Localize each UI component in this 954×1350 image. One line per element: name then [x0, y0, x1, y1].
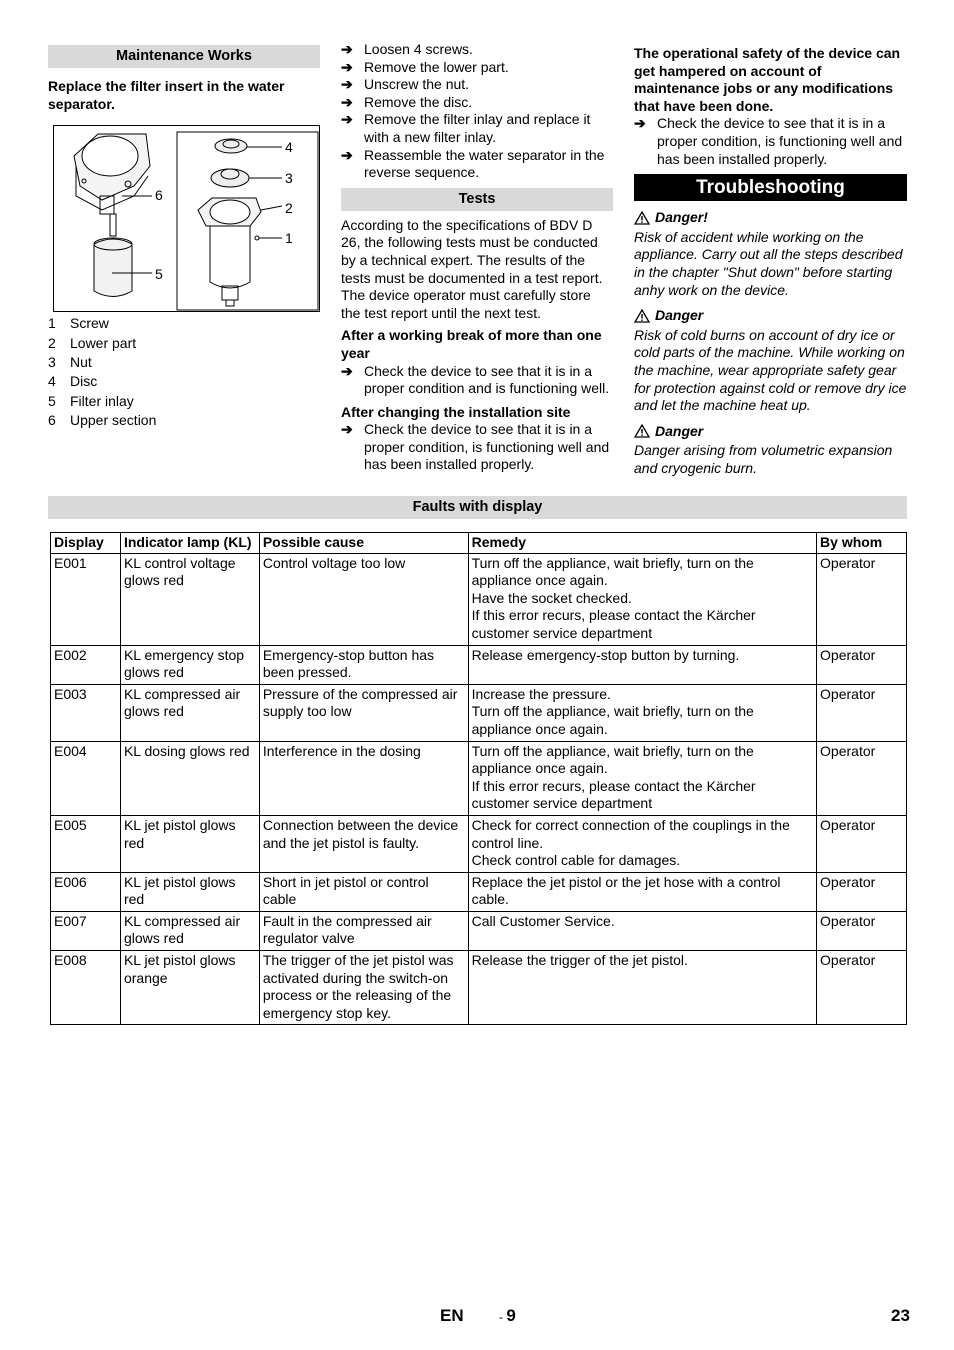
- table-cell: Operator: [817, 645, 907, 684]
- step-item: ➔ Check the device to see that it is in a proper condition, is functioning well and has been installed properly.: [341, 421, 610, 473]
- table-cell: E003: [51, 684, 121, 741]
- faults-table: [50, 532, 907, 1025]
- arrow-right-icon: ➔: [341, 93, 353, 110]
- table-cell: E007: [51, 911, 121, 950]
- legend-item: 2 Lower part: [48, 334, 137, 351]
- arrow-right-icon: ➔: [341, 58, 353, 75]
- tests-heading: Tests: [341, 188, 613, 211]
- callout-1: 1: [285, 230, 293, 247]
- table-row: [51, 553, 907, 645]
- table-cell: Control voltage too low: [259, 553, 468, 645]
- table-row: [51, 684, 907, 741]
- step-item: ➔ Remove the disc.: [341, 93, 473, 110]
- step-item: ➔ Loosen 4 screws.: [341, 41, 473, 57]
- danger-text: Risk of accident while working on the appliance. Carry out all the steps described in the chapter "Shut down" before starting anhy work on the device.: [634, 228, 903, 298]
- maintenance-column: [48, 40, 320, 431]
- maintenance-subheading: Replace the filter insert in the water separator.: [48, 78, 285, 112]
- table-cell: Operator: [817, 911, 907, 950]
- table-row: [51, 815, 907, 872]
- table-row: [51, 872, 907, 911]
- table-cell: Increase the pressure. Turn off the appliance, wait briefly, turn on the appliance once again.: [468, 684, 816, 741]
- danger-title: Danger: [634, 423, 907, 441]
- safety-steps: [634, 115, 907, 168]
- table-cell: Turn off the appliance, wait briefly, turn on the appliance once again. If this error recurs, please contact the Kärcher customer service department: [468, 741, 816, 815]
- faults-table-body: [51, 553, 907, 1025]
- table-cell: Call Customer Service.: [468, 911, 816, 950]
- water-separator-drawing: [54, 126, 319, 311]
- legend-item: 6 Upper section: [48, 412, 157, 429]
- footer-page-number: 23: [891, 1306, 910, 1325]
- maintenance-steps: [341, 41, 613, 182]
- danger-text: Danger arising from volumetric expansion and cryogenic burn.: [634, 442, 893, 476]
- table-cell: E001: [51, 553, 121, 645]
- table-cell: Check for correct connection of the couplings in the control line. Check control cable for damages.: [468, 815, 816, 872]
- table-cell: Turn off the appliance, wait briefly, turn on the appliance once again. Have the socket checked. If this error recurs, please contact the Kärcher customer service department: [468, 553, 816, 645]
- table-cell: Release the trigger of the jet pistol.: [468, 951, 816, 1025]
- table-cell: KL compressed air glows red: [120, 684, 259, 741]
- danger-text: Risk of cold burns on account of dry ice or cold parts of the machine. While working on the machine, wear appropriate safety gear for protection against cold or remove dry ice and let the machine heat up.: [634, 326, 907, 414]
- danger-title: Danger: [634, 307, 907, 325]
- table-header-row: [51, 533, 907, 554]
- table-cell: Release emergency-stop button by turning.: [468, 645, 816, 684]
- arrow-right-icon: ➔: [341, 421, 353, 438]
- table-cell: KL compressed air glows red: [120, 911, 259, 950]
- footer-section-page: - 9: [499, 1306, 516, 1325]
- table-row: [51, 911, 907, 950]
- maintenance-heading: Maintenance Works: [48, 45, 320, 68]
- table-cell: Connection between the device and the jet pistol is faulty.: [259, 815, 468, 872]
- callout-4: 4: [285, 139, 293, 156]
- footer-language: EN: [440, 1306, 464, 1325]
- table-cell: Replace the jet pistol or the jet hose with a control cable.: [468, 872, 816, 911]
- figure-legend: [48, 314, 320, 430]
- table-cell: Pressure of the compressed air supply too low: [259, 684, 468, 741]
- troubleshooting-heading: Troubleshooting: [634, 174, 907, 201]
- table-cell: Operator: [817, 741, 907, 815]
- column-header: Possible cause: [259, 533, 468, 554]
- table-cell: E006: [51, 872, 121, 911]
- troubleshooting-column: [634, 40, 907, 477]
- step-item: ➔ Check the device to see that it is in a proper condition and is functioning well.: [341, 362, 610, 397]
- faults-heading: Faults with display: [48, 496, 907, 519]
- table-cell: E008: [51, 951, 121, 1025]
- table-cell: E004: [51, 741, 121, 815]
- table-cell: Fault in the compressed air regulator valve: [259, 911, 468, 950]
- callout-2: 2: [285, 200, 293, 217]
- column-header: Display: [51, 533, 121, 554]
- table-cell: Operator: [817, 553, 907, 645]
- column-header: Indicator lamp (KL): [120, 533, 259, 554]
- table-cell: Short in jet pistol or control cable: [259, 872, 468, 911]
- table-cell: KL jet pistol glows orange: [120, 951, 259, 1025]
- warning-triangle-icon: [634, 309, 650, 323]
- callout-3: 3: [285, 170, 293, 187]
- table-cell: KL dosing glows red: [120, 741, 259, 815]
- tests-intro: According to the specifications of BDV D 26, the following tests must be conducted by a technical expert. The results of the tests must be documented in a test report. The device operator must carefully store the test report until the next test.: [341, 216, 603, 321]
- break-steps: [341, 363, 613, 398]
- legend-item: 5 Filter inlay: [48, 392, 134, 409]
- table-cell: Interference in the dosing: [259, 741, 468, 815]
- table-row: [51, 951, 907, 1025]
- callout-6: 6: [155, 187, 163, 204]
- step-item: ➔ Remove the filter inlay and replace it with a new filter inlay.: [341, 111, 591, 145]
- column-header: By whom: [817, 533, 907, 554]
- warning-triangle-icon: [634, 211, 650, 225]
- column-header: Remedy: [468, 533, 816, 554]
- table-row: [51, 741, 907, 815]
- arrow-right-icon: ➔: [634, 115, 646, 132]
- site-steps: [341, 421, 613, 474]
- break-heading: After a working break of more than one year: [341, 327, 602, 361]
- step-item: ➔ Reassemble the water separator in the reverse sequence.: [341, 146, 605, 181]
- table-cell: KL jet pistol glows red: [120, 815, 259, 872]
- table-cell: E005: [51, 815, 121, 872]
- table-cell: The trigger of the jet pistol was activated during the switch-on process or the releasing of the emergency stop key.: [259, 951, 468, 1025]
- step-item: ➔ Unscrew the nut.: [341, 76, 470, 93]
- step-item: ➔ Remove the lower part.: [341, 58, 509, 75]
- legend-item: 3 Nut: [48, 353, 92, 370]
- safety-warning: The operational safety of the device can get hampered on account of maintenance jobs or any modifications that have been done.: [634, 45, 901, 114]
- site-heading: After changing the installation site: [341, 403, 571, 420]
- step-item: ➔ Check the device to see that it is in a proper condition, is functioning well and has been installed properly.: [634, 115, 903, 167]
- legend-item: 1 Screw: [48, 315, 109, 332]
- legend-item: 4 Disc: [48, 373, 98, 390]
- arrow-right-icon: ➔: [341, 146, 353, 163]
- arrow-right-icon: ➔: [341, 111, 353, 128]
- table-cell: Operator: [817, 684, 907, 741]
- table-cell: KL jet pistol glows red: [120, 872, 259, 911]
- table-cell: Emergency-stop button has been pressed.: [259, 645, 468, 684]
- danger-title: Danger!: [634, 209, 907, 227]
- table-cell: Operator: [817, 951, 907, 1025]
- table-cell: Operator: [817, 815, 907, 872]
- water-separator-figure: [53, 125, 320, 312]
- warning-triangle-icon: [634, 424, 650, 438]
- table-row: [51, 645, 907, 684]
- steps-tests-column: [341, 40, 613, 474]
- table-cell: Operator: [817, 872, 907, 911]
- table-cell: E002: [51, 645, 121, 684]
- arrow-right-icon: ➔: [341, 41, 353, 57]
- table-cell: KL control voltage glows red: [120, 553, 259, 645]
- callout-5: 5: [155, 266, 163, 283]
- table-cell: KL emergency stop glows red: [120, 645, 259, 684]
- arrow-right-icon: ➔: [341, 362, 353, 379]
- arrow-right-icon: ➔: [341, 76, 353, 93]
